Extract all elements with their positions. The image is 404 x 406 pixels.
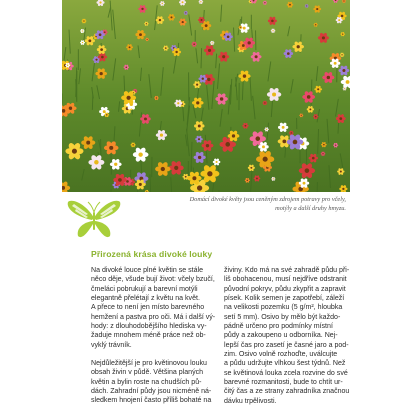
wildflower-meadow-photo	[62, 0, 350, 192]
section-heading: Přirozená krása divoké louky	[91, 249, 212, 259]
text-column-left	[91, 266, 217, 406]
text-column-right	[224, 266, 350, 406]
caption-line-2: motýly a další druhy hmyzu.	[140, 204, 346, 213]
photo-caption	[140, 195, 346, 213]
caption-line-1: Domácí divoké květy jsou ceněným zdrojem potravy pro včely,	[140, 195, 346, 204]
butterfly-icon	[66, 196, 122, 242]
meadow-illustration	[62, 0, 350, 192]
paragraph-3: živiny. Kdo má na své zahradě půdu při- liš obohacenou, musí nejdříve odstranit původní pokryv, půdu zkypřit a zapravit písek. Kolik semen je zapotřebí, záleží na velikosti pozemku (5 g/m², hloubka setí 5 mm). Osivo by mělo být každo- pádně určeno pro podmínky místní půdy a zakoupeno u odborníka. Nej- lepší čas pro zasetí je časné jaro a pod- zim. Osivo volně rozhoďte, uválcujte a půdu udržujte vlhkou šest týdnů. Než se květinová louka zcela rozvine do své barevné rozmanitosti, bude to chtít ur- čitý čas a ze strany zahradníka značnou dávku trpělivosti.	[224, 266, 350, 406]
paragraph-1: Na divoké louce plné květin se stále něco děje, všude bují život: včely bzučí, čmeláci pobrukují a barevní motýli elegantně přelétají z květu na květ. A přece to není jen místo barevného hemžení a pastva pro oči. Má i další vý- hody: z dlouhodobějšího hlediska vy- žaduje mnohem méně práce než ob- vyklý trávník.	[91, 266, 217, 350]
paragraph-2: Nejdůležitější je pro květinovou louku obsah živin v půdě. Většina planých květin a bylin roste na chudších pů- dách. Zahradní půdy jsou nicméně ná- sledkem hnojení často příliš bohaté na	[91, 359, 217, 406]
